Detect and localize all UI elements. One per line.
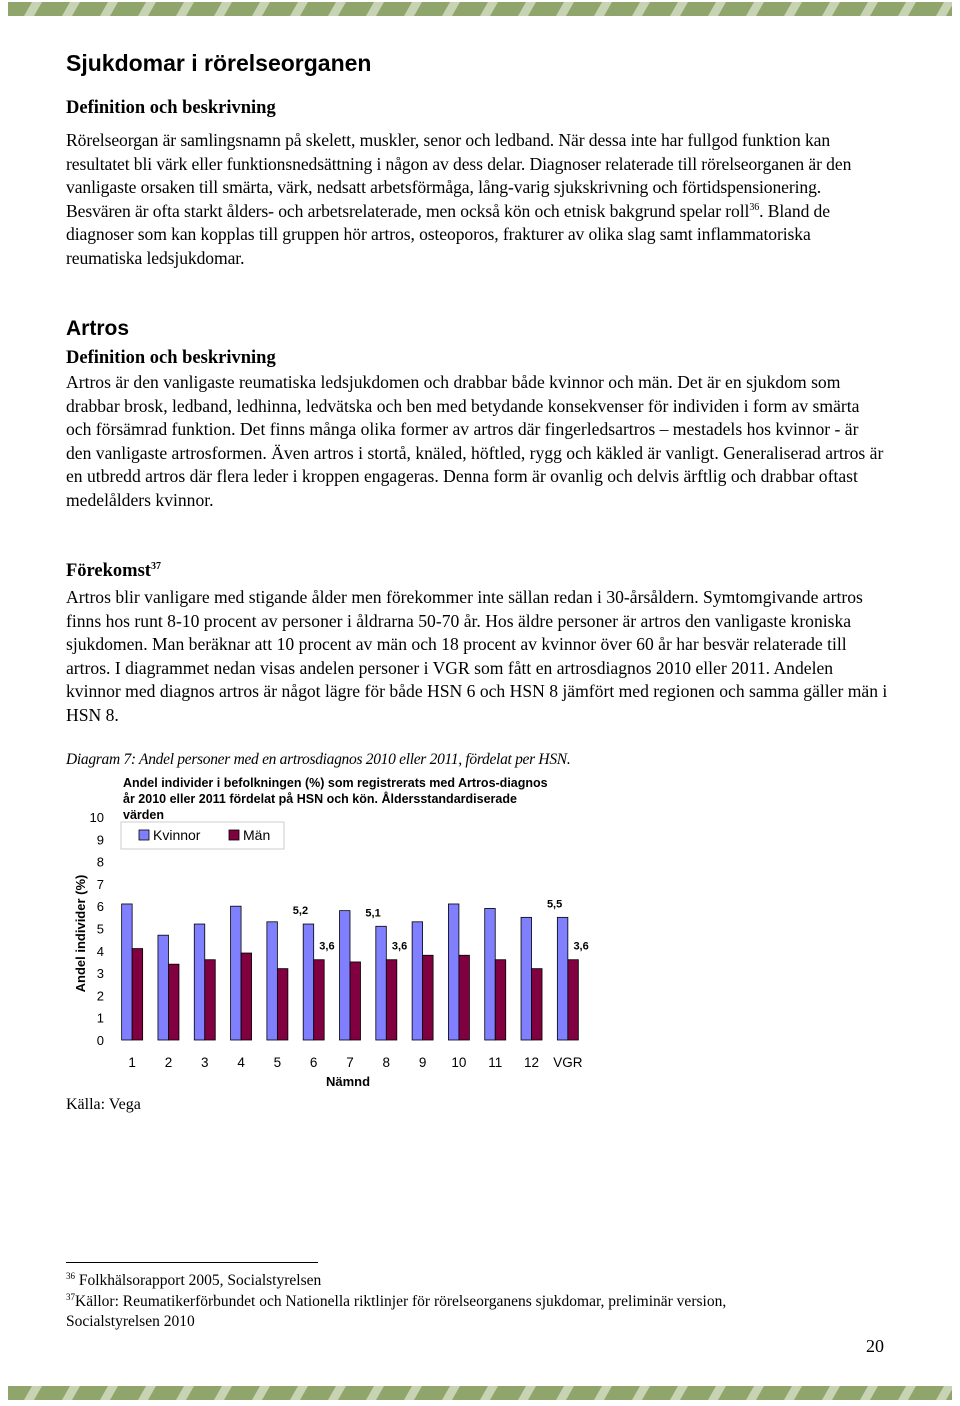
section-paragraph-artros: Artros är den vanligaste reumatiska ledsjukdomen och drabbar både kvinnor och män. Det är en sjukdom som drabbar brosk, ledband, ledhinna, ledvätska och ben med betydande konsekvenser för individen i form av smärta och försämrad funktion. Det finns många olika former av artros där fingerledsartros – mestadels hos kvinnor - är den vanligaste artrosformen. Även artros i stortå, knäled, höftled, rygg och käkled är vanligt. Generaliserad artros är en utbredd artros där flera leder i kroppen engageras. Denna form är ovanlig och delvis ärftlig och drabbar oftast medelålders kvinnor. (66, 372, 884, 510)
bar-man (423, 955, 434, 1040)
footnote-number: 37 (66, 1291, 75, 1302)
data-label: 5,2 (292, 905, 309, 918)
bar-man (532, 969, 543, 1040)
bar-man (314, 960, 325, 1040)
section-title-artros: Artros (66, 317, 130, 340)
x-tick-label: 5 (273, 1055, 282, 1070)
legend-swatch-man (229, 830, 239, 840)
footnote-37-continued: Socialstyrelsen 2010 (66, 1313, 195, 1330)
bottom-decorative-band (8, 1386, 952, 1400)
footnote-text: Källor: Reumatikerförbundet och Nationella riktlinjer för rörelseorganens sjukdomar, preliminär version, (75, 1293, 727, 1310)
y-tick-label: 7 (96, 876, 104, 892)
bar-kvinnor (231, 906, 242, 1040)
bar-kvinnor (448, 904, 459, 1040)
paragraph-text-b: . Bland de diagnoser som kan kopplas till gruppen hör artros, osteoporos, frakturer av olika slag samt inflammatoriska reumatiska ledsjukdomar. (66, 200, 830, 268)
section-heading-forekomst (66, 561, 161, 582)
footnote-ref-37: 37 (150, 560, 161, 572)
bar-kvinnor (412, 922, 423, 1040)
bar-chart (66, 772, 606, 1090)
y-tick-label: 4 (96, 943, 104, 959)
bar-man (568, 960, 579, 1040)
y-tick-label: 2 (96, 988, 104, 1004)
x-tick-label: 12 (524, 1055, 540, 1070)
bar-man (277, 969, 288, 1040)
legend-label: Kvinnor (153, 827, 201, 843)
y-tick-label: 3 (96, 966, 104, 982)
x-tick-label: 7 (346, 1055, 354, 1070)
y-tick-label: 6 (96, 899, 104, 915)
bar-man (205, 960, 216, 1040)
y-tick-label: 5 (96, 921, 104, 937)
x-tick-label: 11 (488, 1055, 503, 1070)
y-tick-label: 10 (89, 810, 104, 825)
footnote-number: 36 (66, 1270, 75, 1281)
paragraph-text-a: Rörelseorgan är samlingsnamn på skelett, muskler, senor och ledband. När dessa inte har fullgod funktion kan resultatet bli värk eller funktionsnedsättning i någon av dess delar. Diagnoser relaterade till rörelseorganen är den vanligaste orsaken till smärta, värk, nedsatt arbetsförmåga, lång-varig sjukskrivning och förtidspensionering. Besvären är ofta starkt ålders- och arbetsrelaterade, men också kön och etnisk bakgrund spelar roll (66, 130, 852, 221)
y-tick-label: 0 (96, 1033, 104, 1048)
page-title: Sjukdomar i rörelseorganen (66, 50, 372, 76)
bar-kvinnor (303, 924, 314, 1040)
section-heading-definition: Definition och beskrivning (66, 98, 276, 118)
bar-man (459, 955, 470, 1040)
x-tick-label: VGR (553, 1055, 583, 1070)
forekomst-label: Förekomst (66, 561, 151, 581)
bar-kvinnor (194, 924, 205, 1040)
footnote-37 (66, 1293, 726, 1311)
x-tick-label: 2 (164, 1055, 173, 1070)
footnote-divider (66, 1262, 318, 1263)
legend-swatch-kvinnor (139, 830, 149, 840)
x-tick-label: 1 (128, 1055, 136, 1070)
bar-man (132, 949, 143, 1040)
bar-kvinnor (557, 917, 568, 1040)
y-tick-label: 8 (96, 854, 104, 870)
footnote-ref-36: 36 (749, 201, 760, 213)
bar-man (350, 962, 361, 1040)
section-paragraph-forekomst: Artros blir vanligare med stigande ålder men förekommer inte sällan redan i 30-årsåldern. Symtomgivande artros finns hos runt 8-10 procent av personer i åldrarna 50-70 år. Hos äldre personer är artros den vanligaste kroniska sjukdomen. Man beräknar att 10 procent av män och 18 procent av kvinnor över 60 år har besvär relaterade till artros. I diagrammet nedan visas andelen personer i VGR som fått en artrosdiagnos 2010 eller 2011. Andelen kvinnor med diagnos artros är något lägre för både HSN 6 och HSN 8 jämfört med regionen och samma gäller män i HSN 8. (66, 587, 888, 725)
y-axis-label: Andel individer (%) (73, 874, 88, 993)
chart-title-line: Andel individer i befolkningen (%) som registrerats med Artros-diagnos (123, 776, 548, 790)
page-number: 20 (866, 1336, 884, 1356)
x-tick-label: 9 (418, 1055, 427, 1070)
footnote-text: Folkhälsorapport 2005, Socialstyrelsen (78, 1272, 322, 1289)
x-tick-label: 10 (451, 1055, 467, 1070)
bar-kvinnor (267, 922, 278, 1040)
data-label: 3,6 (391, 940, 408, 953)
diagram-caption: Diagram 7: Andel personer med en artrosdiagnos 2010 eller 2011, fördelat per HSN. (66, 751, 571, 768)
bar-man (241, 953, 252, 1040)
x-tick-label: 8 (382, 1055, 391, 1070)
bar-man (386, 960, 397, 1040)
bar-kvinnor (485, 908, 496, 1040)
bar-kvinnor (521, 917, 532, 1040)
data-label: 5,5 (546, 898, 563, 911)
chart-title-line: år 2010 eller 2011 fördelat på HSN och kön. Åldersstandardiserade (123, 792, 517, 806)
footnote-36 (66, 1272, 321, 1290)
section-heading-artros-definition: Definition och beskrivning (66, 348, 276, 368)
data-label: 3,6 (319, 940, 335, 953)
data-label: 5,1 (365, 907, 381, 920)
bar-kvinnor (158, 935, 169, 1040)
data-label: 3,6 (573, 940, 589, 953)
legend-label: Män (243, 827, 271, 843)
bar-kvinnor (122, 904, 132, 1040)
bar-kvinnor (376, 926, 387, 1040)
bar-man (168, 964, 179, 1040)
x-axis-label: Nämnd (325, 1074, 371, 1089)
bar-man (495, 960, 506, 1040)
section-paragraph-definition (66, 129, 888, 270)
y-tick-label: 1 (96, 1010, 104, 1026)
x-tick-label: 6 (309, 1055, 318, 1070)
y-tick-label: 9 (96, 832, 104, 848)
x-tick-label: 3 (201, 1055, 209, 1070)
chart-source: Källa: Vega (66, 1096, 141, 1113)
bar-kvinnor (340, 911, 351, 1040)
x-tick-label: 4 (237, 1055, 245, 1070)
chart-title-line: värden (123, 808, 164, 822)
top-decorative-band (8, 2, 952, 16)
